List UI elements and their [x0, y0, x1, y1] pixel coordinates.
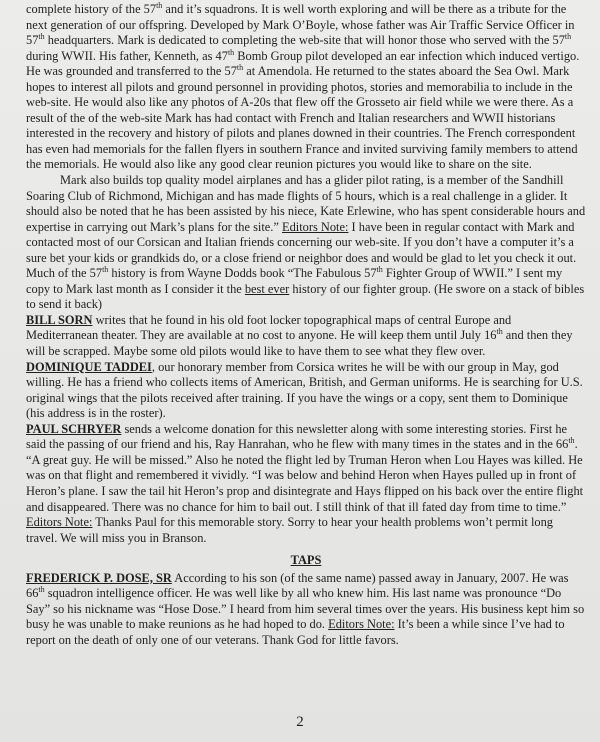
- person-name-paul-schryer: PAUL SCHRYER: [26, 421, 122, 436]
- text-run: headquarters. Mark is dedicated to completing the web-site that will honor those who served with the 57: [44, 33, 565, 48]
- superscript: th: [236, 63, 244, 73]
- text-run: , our honorary member from Corsica writes he will be with our group in May, god willing. He has a friend who collects items of American, British, and German uniforms. He is searching for U.S. original wings that the pilots received after training. If you have the wings or a copy, sent them to Dominique (his address is in the roster).: [26, 359, 583, 421]
- text-run: at Amendola. He returned to the states aboard the Sea Owl. Mark hopes to interest all pilots and ground personnel in providing photos, stories and memorabilia to include in the web-site. He would also like any photos of A-20s that flew off the Grosseto air field while we were there. As a result of the of the web-site Mark has had contact with French and Italian researchers and WWII historians interested in the recovery and history of pilots and planes downed in their countries. The French correspondent has even had memorials for the fallen flyers in southern France and invited surviving family members to attend the memorials. He would also like any good clear reunion pictures you would like to share on the site.: [26, 64, 578, 172]
- text-run: squadron intelligence officer. He was well like by all who knew him. His last name was pronounce “Do Say” so his nickname was “Hose Dose.” I heard from him several times over the years. His business kept him so busy he was unable to make reunions as he had hoped to do.: [26, 586, 585, 632]
- superscript: th: [376, 265, 383, 275]
- paragraph-frederick-dose: [26, 571, 586, 649]
- text-run: writes that he found in his old foot locker topographical maps of central Europe and Mediterranean theater. They are available at no cost to anyone. He will keep them until July 16: [26, 312, 512, 343]
- text-run: sends a welcome donation for this newsletter along with some interesting stories. First he said the passing of our friend and his, Ray Hanrahan, who he flew with many times in the states and in the 66: [26, 421, 569, 452]
- text-run: and it’s squadrons. It is well worth exploring and will be there as a tribute for the next generation of our offspring. Developed by Mark O’Boyle, whose father was Air Traffic Service Officer in 57: [26, 2, 575, 48]
- superscript: th: [102, 265, 109, 275]
- article-body: [26, 2, 586, 648]
- section-heading-taps: TAPS: [290, 553, 322, 568]
- text-run: complete history of the 57: [26, 2, 157, 16]
- text-run: history of our fighter group. (He swore on a stack of bibles to send it back): [26, 281, 585, 312]
- superscript: th: [156, 0, 163, 10]
- editors-note-label: Editors Note:: [26, 515, 93, 530]
- text-run: and then they will be scrapped. Maybe some old pilots would like to have them to see what they flew over.: [26, 328, 573, 359]
- text-run: history is from Wayne Dodds book “The Fabulous 57: [108, 266, 377, 281]
- paragraph-bill-sorn: [26, 313, 586, 360]
- person-name-dominique-taddei: DOMINIQUE TADDEI: [26, 359, 152, 374]
- superscript: th: [38, 585, 45, 595]
- person-name-bill-sorn: BILL SORN: [26, 312, 93, 327]
- editors-note-label: Editors Note:: [282, 219, 349, 234]
- person-name-frederick-dose: FREDERICK P. DOSE, SR: [26, 570, 172, 585]
- superscript: th: [496, 327, 503, 337]
- paragraph-website-history: [26, 2, 586, 173]
- text-run: Bomb Group pilot developed an ear infection which induced vertigo. He was grounded and transferred to the 57: [26, 48, 580, 79]
- page-number: 2: [296, 714, 304, 730]
- superscript: th: [227, 47, 235, 57]
- paragraph-paul-schryer: [26, 422, 586, 546]
- text-run: during WWII. His father, Kenneth, as 47: [26, 48, 228, 63]
- superscript: th: [568, 436, 575, 446]
- superscript: th: [564, 31, 572, 41]
- text-run: It’s been a while since I’ve had to report on the death of only one of our veterans. Thank God for little favors.: [26, 617, 565, 647]
- text-run: I have been in regular contact with Mark and contacted most of our Corsican and Italian friends concerning our web-site. If you don’t have a computer it’s a sure bet your kids or grandkids do, or a close friend or neighbor does and would be glad to let you check it out. Much of the 57: [26, 219, 577, 281]
- paragraph-mark-models: [26, 173, 586, 313]
- editors-note-label: Editors Note:: [328, 617, 395, 632]
- text-run: Fighter Group of WWII.” I sent my copy to Mark last month as I consider it the: [26, 266, 563, 296]
- text-run: Thanks Paul for this memorable story. Sorry to hear your health problems won’t permit long travel. We will miss you in Branson.: [26, 515, 553, 545]
- superscript: th: [38, 31, 45, 41]
- text-run: . “A great guy. He will be missed.” Also he noted the flight led by Truman Heron when Lou Hayes was killed. He was on that flight and remembered it vividly. “I was below and behind Heron when Hayes pulled up in front of Heron’s plane. I saw the tail hit Heron’s prop and disintegrate and Hays flipped on his back over the entire flight and disappeared. There was no chance for him to bail out. I still think of that ill fated day from time to time.”: [26, 437, 584, 514]
- text-run: According to his son (of the same name) passed away in January, 2007. He was 66: [26, 570, 569, 601]
- underlined-phrase: best ever: [244, 281, 290, 296]
- paragraph-dominique-taddei: [26, 360, 586, 422]
- text-run: Mark also builds top quality model airplanes and has a glider pilot rating, is a member of the Sandhill Soaring Club of Richmond, Michigan and has made flights of 5 hours, which is a real challenge in a glider. It should also be noted that he has been assisted by his niece, Kate Erlewine, who has spent considerable hours and expertise in carrying out Mark’s plans for the site.”: [26, 173, 586, 234]
